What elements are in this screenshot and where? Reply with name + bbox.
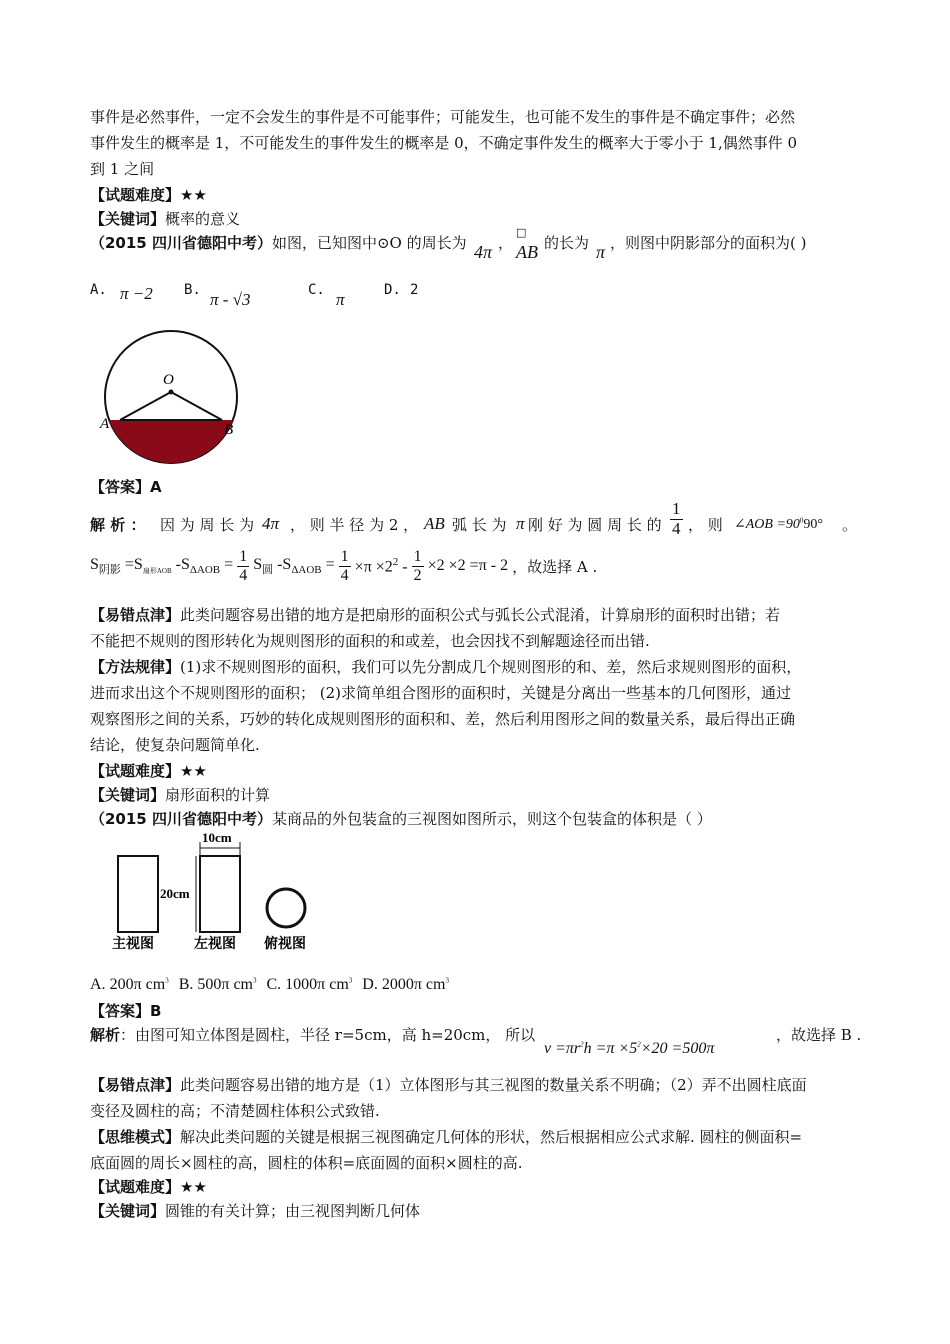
width-label: 10cm <box>202 830 232 845</box>
radius-oa <box>120 392 171 420</box>
front-view-label: 主视图 <box>112 936 154 952</box>
q1-analysis-text5: ， 则 <box>688 516 723 534</box>
q1-analysis-text3: 弧 长 为 <box>452 516 507 534</box>
q2-analysis: 解析：由图可知立体图是圆柱，半径 r=5cm，高 h=20cm， 所以 <box>90 1026 536 1044</box>
q1-option-d-label: D. <box>384 282 401 298</box>
q1-method-line-3: 观察图形之间的关系，巧妙的转化成规则图形的面积和、差，然后利用图形之间的数量关系，最后得出正确 <box>90 710 796 728</box>
q2-three-view-figure <box>106 828 326 952</box>
q1-source: （2015 四川省德阳中考） <box>90 234 272 252</box>
keyword-row-2: 【关键词】扇形面积的计算 <box>90 786 271 804</box>
q1-option-c: π <box>336 290 345 309</box>
q2-pitfall-line-2: 变径及圆柱的高；不清楚圆柱体积公式致错. <box>90 1102 380 1120</box>
q1-formula: $S_{阴影} =S_{扇形AOB}$ $-S_{\Delta AOB}$ = $\frac{1}{4}$ $S_圆$ $-S_{\Delta AOB}$ = $\frac{1}{4}$ $\times\pi \times 2^2$ - $\frac{1}{2}$ ×2 ×2 =π - 2 ，故选择 A . <box>90 548 598 584</box>
keyword-row-1 <box>90 208 240 229</box>
q2-option-d: D. 2000π $cm^3$ <box>362 976 449 993</box>
left-view-rect <box>200 856 240 932</box>
q1-analysis-text1: 因 为 周 长 为 <box>160 516 255 534</box>
answer-value: A <box>150 478 162 496</box>
q1-answer-row <box>90 476 162 497</box>
label-a: A <box>100 416 110 432</box>
q1-arc-box: □ <box>516 226 527 239</box>
top-view-label: 俯视图 <box>264 936 306 952</box>
q1-method-line-2: 进而求出这个不规则图形的面积； (2)求简单组合图形的面积时，关键是分离出一些基本的几何图形，通过 <box>90 684 792 702</box>
q1-analysis-angle: ∠AOB $=90^090^\circ$ <box>734 516 824 532</box>
radius-ob <box>171 392 222 420</box>
left-view-label: 左视图 <box>194 936 236 952</box>
q1-method-line-4: 结论，使复杂问题简单化. <box>90 736 260 754</box>
q2-option-b: B. 500π $cm^3$ <box>178 976 257 993</box>
top-view-circle <box>267 889 305 927</box>
height-label: 20cm <box>160 886 190 901</box>
q1-pitfall-line-1: 【易错点津】此类问题容易出错的地方是把扇形的面积公式与弧长公式混淆，计算扇形的面积时出错；若 <box>90 606 781 624</box>
q1-analysis-text2: ， 则 半 径 为 2 ， <box>290 516 419 534</box>
q2-stem: （2015 四川省德阳中考）某商品的外包装盒的三视图如图所示，则这个包装盒的体积是（ ） <box>90 810 712 828</box>
keyword-row-3: 【关键词】圆锥的有关计算；由三视图判断几何体 <box>90 1202 421 1220</box>
q1-option-a: π −2 <box>120 284 153 303</box>
q1-stem <box>90 232 467 253</box>
q1-option-d: 2 <box>410 282 419 298</box>
q1-option-c-label: C. <box>308 282 325 298</box>
q1-analysis-pi: π <box>516 514 525 533</box>
q1-option-a-label: A. <box>90 282 107 298</box>
q1-arc-len: π <box>596 242 606 262</box>
q1-option-b-label: B. <box>184 282 201 298</box>
keyword-label: 【关键词】 <box>90 210 166 228</box>
q1-analysis-end: 。 <box>842 516 858 534</box>
q2-volume-formula: $v =\pi r^2h =\pi \times 5^2\times 20 =500\pi$ <box>544 1040 715 1057</box>
difficulty-stars: ★★ <box>180 186 207 204</box>
q2-thinking-line-2: 底面圆的周长×圆柱的高，圆柱的体积=底面圆的面积×圆柱的高. <box>90 1154 523 1172</box>
q2-pitfall-line-1: 【易错点津】此类问题容易出错的地方是（1）立体图形与其三视图的数量关系不明确；（2）弄不出圆柱底面 <box>90 1076 807 1094</box>
q1-perimeter: 4π <box>474 242 493 262</box>
q1-analysis-fraction: $\frac{1}{4}$ <box>672 499 681 538</box>
q2-options <box>90 976 449 994</box>
q1-circle-figure <box>96 322 246 472</box>
q1-analysis-arc: AB <box>424 514 445 533</box>
q1-analysis-perim: 4π <box>262 514 280 533</box>
q1-arc: AB <box>516 242 538 262</box>
keyword-value: 概率的意义 <box>165 210 241 228</box>
q1-analysis-label: 解 析 ： <box>90 516 146 534</box>
q2-answer-row: 【答案】B <box>90 1002 162 1020</box>
q1-option-b: π - √3 <box>210 290 251 309</box>
difficulty-row-2: 【试题难度】★★ <box>90 762 207 780</box>
q1-method-line-1: 【方法规律】(1)求不规则图形的面积，我们可以先分割成几个规则图形的和、差，然后求规则图形的面积， <box>90 658 802 676</box>
intro-line-2: 事件发生的概率是 1，不可能发生的事件发生的概率是 0，不确定事件发生的概率大于零小于 1,偶然事件 0 <box>90 134 798 152</box>
difficulty-row-1 <box>90 184 207 205</box>
q1-comma: ， <box>498 234 514 252</box>
q1-text-c: ，则图中阴影部分的面积为( ) <box>610 234 807 252</box>
difficulty-row-3: 【试题难度】★★ <box>90 1178 207 1196</box>
q2-option-a: A. 200π $cm^3$ <box>90 976 169 993</box>
front-view-rect <box>118 856 158 932</box>
q1-analysis-text4: 刚 好 为 圆 周 长 的 <box>528 516 662 534</box>
label-o: O <box>163 372 174 388</box>
q1-text-b: 的长为 <box>544 234 590 252</box>
q2-choose: ，故选择 B . <box>776 1026 862 1044</box>
q1-text-a: 如图，已知图中⊙O 的周长为 <box>271 234 467 252</box>
intro-line-3: 到 1 之间 <box>90 160 155 178</box>
difficulty-label: 【试题难度】 <box>90 186 181 204</box>
label-b: B <box>224 422 234 438</box>
q2-thinking-line-1: 【思维模式】解决此类问题的关键是根据三视图确定几何体的形状，然后根据相应公式求解. 圆柱的侧面积= <box>90 1128 803 1146</box>
q2-option-c: C. 1000π $cm^3$ <box>266 976 353 993</box>
q1-pitfall-line-2: 不能把不规则的图形转化为规则图形的面积的和或差，也会因找不到解题途径而出错. <box>90 632 650 650</box>
center-point <box>169 390 174 395</box>
intro-line-1: 事件是必然事件，一定不会发生的事件是不可能事件；可能发生，也可能不发生的事件是不确定事件；必然 <box>90 108 796 126</box>
answer-label: 【答案】 <box>90 478 151 496</box>
